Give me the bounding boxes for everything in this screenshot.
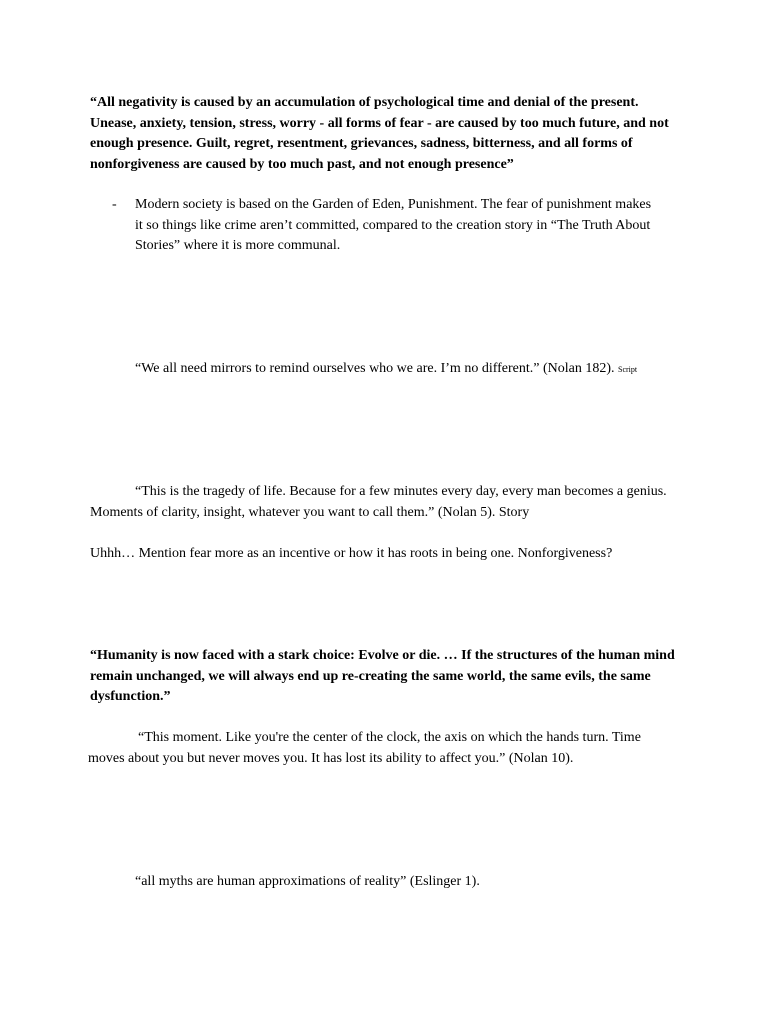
- moment-quote: “This moment. Like you're the center of the clock, the axis on which the hands turn. Time moves about you but never moves you. It has lost its ability to affect you.” (Nolan 10).: [88, 730, 641, 766]
- opening-bold-quote: “All negativity is caused by an accumulation of psychological time and denial of the present. Unease, anxiety, tension, stress, worry - all forms of fear - are caused by too much future, and not enough presence. Guilt, regret, resentment, grievances, sadness, bitterness, and all forms of nonforgiveness are caused by too much past, and not enough presence”: [90, 95, 669, 172]
- bullet-dash: -: [112, 197, 117, 212]
- mirrors-quote-line: [135, 359, 637, 381]
- mirrors-quote: “We all need mirrors to remind ourselves who we are. I’m no different.” (Nolan 182).: [135, 361, 615, 376]
- author-note: Uhhh… Mention fear more as an incentive or how it has roots in being one. Nonforgiveness?: [90, 546, 613, 561]
- myths-quote: “all myths are human approximations of reality” (Eslinger 1).: [135, 874, 480, 889]
- script-tag: Script: [618, 365, 638, 374]
- tragedy-quote: “This is the tragedy of life. Because for a few minutes every day, every man becomes a genius. Moments of clarity, insight, whatever you want to call them.” (Nolan 5). Story: [90, 484, 667, 520]
- bullet-text: Modern society is based on the Garden of Eden, Punishment. The fear of punishment makes it so things like crime aren’t committed, compared to the creation story in “The Truth About Stories” where it is more communal.: [135, 197, 652, 253]
- evolve-or-die-bold-quote: “Humanity is now faced with a stark choice: Evolve or die. … If the structures of the human mind remain unchanged, we will always end up re-creating the same world, the same evils, the same dysfunction.”: [90, 648, 675, 704]
- bullet-item: [112, 195, 682, 257]
